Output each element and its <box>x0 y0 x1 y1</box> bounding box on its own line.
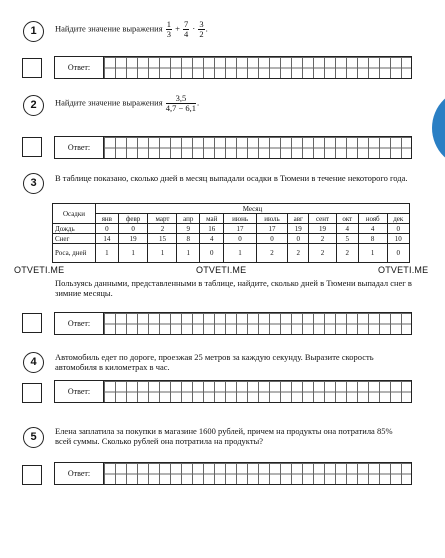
table-cell: 16 <box>200 224 224 234</box>
answer-field-5[interactable] <box>54 462 412 485</box>
table-cell: 0 <box>224 234 256 244</box>
table-cell: 1 <box>177 244 200 263</box>
fraction-2: $\frac{7}{4}$ <box>184 19 189 39</box>
answer-label: Ответ: <box>55 381 104 402</box>
check-box-1[interactable] <box>22 58 42 78</box>
fraction-1: $\frac{1}{3}$ <box>166 19 171 39</box>
table-cell: 4 <box>358 224 387 234</box>
question-number-3: 3 <box>23 173 44 194</box>
month-header: май <box>200 214 224 224</box>
question-1-text: Найдите значение выражения $\frac{1}{3}$ + $\frac{7}{4}$ · $\frac{3}{2}$ . <box>55 19 208 39</box>
precipitation-table <box>52 203 410 263</box>
table-cell: 1 <box>148 244 177 263</box>
table-cell: 0 <box>288 234 309 244</box>
table-cell: 1 <box>96 244 119 263</box>
answer-label: Ответ: <box>55 463 104 484</box>
answer-field-4[interactable] <box>54 380 412 403</box>
month-header: март <box>148 214 177 224</box>
table-cell: 10 <box>387 234 409 244</box>
table-cell: 8 <box>177 234 200 244</box>
question-2-text: Найдите значение выражения $\frac{3,5}{4,7 - 6,1}$ . <box>55 93 200 113</box>
table-cell: 2 <box>148 224 177 234</box>
question-number-2: 2 <box>23 95 44 116</box>
table-row-rain <box>53 224 410 234</box>
month-header: апр <box>177 214 200 224</box>
answer-grid[interactable] <box>104 381 411 402</box>
answer-label: Ответ: <box>55 137 104 158</box>
table-cell: 19 <box>118 234 148 244</box>
month-header: февр <box>118 214 148 224</box>
table-cell: 19 <box>309 224 337 234</box>
month-header: окт <box>336 214 358 224</box>
answer-grid[interactable] <box>104 463 411 484</box>
question-number-1: 1 <box>23 21 44 42</box>
table-cell: 0 <box>387 224 409 234</box>
table-cell: 14 <box>96 234 119 244</box>
fraction-3: $\frac{3}{2}$ <box>199 19 204 39</box>
month-header: июнь <box>224 214 256 224</box>
question-3-text: В таблице показано, сколько дней в месяц выпадали осадки в Тюмени в течение некоторого года. <box>55 173 408 183</box>
answer-field-1[interactable] <box>54 56 412 79</box>
table-cell: 0 <box>387 244 409 263</box>
watermark-right: OTVETI.ME <box>378 265 429 275</box>
question-number-4: 4 <box>23 352 44 373</box>
table-cell: 1 <box>358 244 387 263</box>
table-cell: 17 <box>224 224 256 234</box>
table-cell: 5 <box>336 234 358 244</box>
table-cell: 4 <box>200 234 224 244</box>
table-cell: 8 <box>358 234 387 244</box>
table-cell: 2 <box>309 244 337 263</box>
month-header: нояб <box>358 214 387 224</box>
answer-grid[interactable] <box>104 137 411 158</box>
watermark-left: OTVETI.ME <box>14 265 65 275</box>
table-cell: 2 <box>288 244 309 263</box>
table-cell: 2 <box>309 234 337 244</box>
answer-field-3[interactable] <box>54 312 412 335</box>
watermark-center: OTVETI.ME <box>196 265 247 275</box>
answer-label: Ответ: <box>55 57 104 78</box>
row-label: Дождь <box>53 224 96 234</box>
table-corner: Осадки <box>53 204 96 224</box>
answer-grid[interactable] <box>104 313 411 334</box>
question-2-prefix: Найдите значение выражения <box>55 97 163 108</box>
table-cell: 0 <box>118 224 148 234</box>
check-box-3[interactable] <box>22 313 42 333</box>
table-cell: 0 <box>200 244 224 263</box>
table-cell: 0 <box>96 224 119 234</box>
table-cell: 1 <box>118 244 148 263</box>
table-cell: 0 <box>256 234 288 244</box>
table-cell: 1 <box>224 244 256 263</box>
table-cell: 15 <box>148 234 177 244</box>
side-decoration <box>432 88 445 168</box>
question-3-instruction: Пользуясь данными, представленными в таблице, найдите, сколько дней в Тюмени выпадал снег в зимние месяцы. <box>55 278 412 298</box>
check-box-4[interactable] <box>22 383 42 403</box>
table-row-dew <box>53 244 410 263</box>
table-group-header: Месяц <box>96 204 410 214</box>
row-label: Роса, дней <box>53 244 96 263</box>
answer-grid[interactable] <box>104 57 411 78</box>
table-cell: 2 <box>256 244 288 263</box>
fraction-expression: $\frac{3,5}{4,7 - 6,1}$ <box>165 93 197 113</box>
table-cell: 17 <box>256 224 288 234</box>
table-cell: 9 <box>177 224 200 234</box>
table-row-snow <box>53 234 410 244</box>
month-header: сент <box>309 214 337 224</box>
answer-label: Ответ: <box>55 313 104 334</box>
row-label: Снег <box>53 234 96 244</box>
question-1-prefix: Найдите значение выражения <box>55 23 163 34</box>
check-box-5[interactable] <box>22 465 42 485</box>
table-cell: 2 <box>336 244 358 263</box>
check-box-2[interactable] <box>22 137 42 157</box>
month-header: дек <box>387 214 409 224</box>
answer-field-2[interactable] <box>54 136 412 159</box>
table-cell: 19 <box>288 224 309 234</box>
question-number-5: 5 <box>23 427 44 448</box>
table-cell: 4 <box>336 224 358 234</box>
month-header: авг <box>288 214 309 224</box>
month-header: июль <box>256 214 288 224</box>
question-4-text: Автомобиль едет по дороге, проезжая 25 метров за каждую секунду. Выразите скорость автомобиля в километрах в час. <box>55 352 374 372</box>
month-header: янв <box>96 214 119 224</box>
question-5-text: Елена заплатила за покупки в магазине 1600 рублей, причем на продукты она потратила 85% всей суммы. Сколько рублей она потратила на продукты? <box>55 426 393 446</box>
